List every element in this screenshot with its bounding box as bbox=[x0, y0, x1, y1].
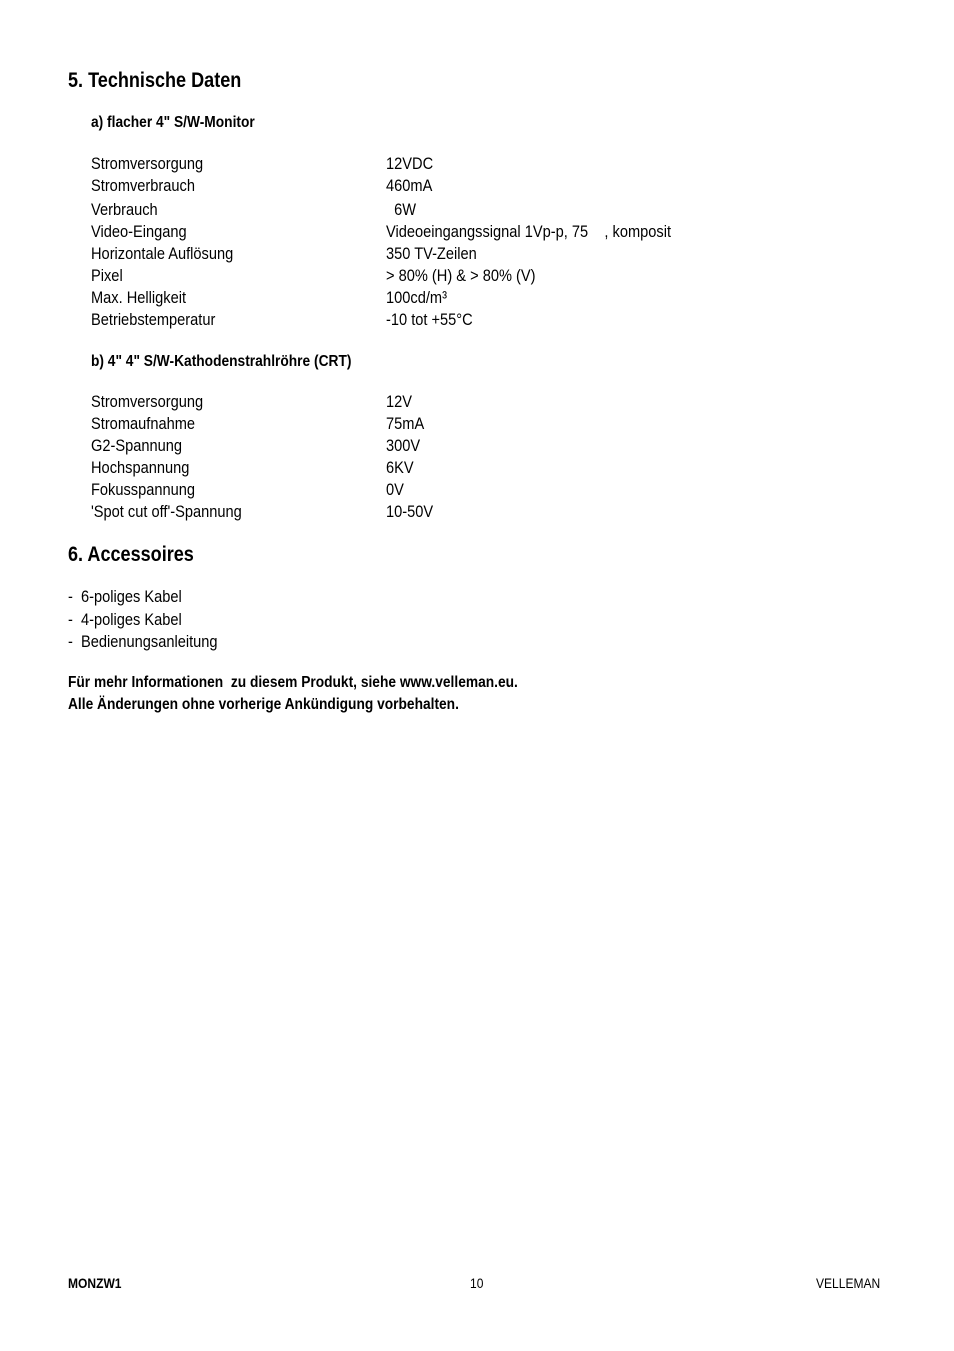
spec-value: 100cd/m³ bbox=[386, 288, 447, 307]
spec-label: Verbrauch bbox=[91, 200, 158, 219]
spec-label: Fokusspannung bbox=[91, 480, 196, 499]
list-item: - 4-poliges Kabel bbox=[68, 609, 182, 629]
spec-value: 0V bbox=[386, 480, 404, 499]
section-5-heading: 5. Technische Daten bbox=[68, 69, 242, 92]
spec-label: Stromversorgung bbox=[91, 154, 204, 173]
spec-value: 75mA bbox=[386, 414, 425, 433]
spec-label: Stromversorgung bbox=[91, 392, 204, 411]
subsection-a-heading: a) flacher 4" S/W-Monitor bbox=[91, 114, 255, 131]
spec-label: Stromverbrauch bbox=[91, 176, 196, 195]
footer-brand: VELLEMAN bbox=[816, 1275, 881, 1291]
spec-value: 300V bbox=[386, 436, 421, 455]
accessories-list bbox=[68, 586, 242, 654]
spec-label: Max. Helligkeit bbox=[91, 288, 187, 307]
spec-value: 6KV bbox=[386, 458, 414, 477]
spec-value: 350 TV-Zeilen bbox=[386, 244, 477, 263]
section-6-heading: 6. Accessoires bbox=[68, 543, 194, 566]
spec-label: Betriebstemperatur bbox=[91, 310, 216, 329]
list-item: - 6-poliges Kabel bbox=[68, 587, 182, 606]
footer-page-number: 10 bbox=[470, 1275, 484, 1291]
spec-label: Stromaufnahme bbox=[91, 414, 196, 433]
spec-value: 12V bbox=[386, 392, 413, 411]
spec-value: 10-50V bbox=[386, 502, 434, 521]
spec-label: Pixel bbox=[91, 266, 123, 285]
spec-label: G2-Spannung bbox=[91, 436, 183, 455]
spec-value: > 80% (H) & > 80% (V) bbox=[386, 266, 536, 285]
info-note-line: Alle Änderungen ohne vorherige Ankündigung vorbehalten. bbox=[68, 696, 459, 713]
spec-value: -10 tot +55°C bbox=[386, 310, 473, 329]
footer-model: MONZW1 bbox=[68, 1275, 122, 1291]
spec-value: Videoeingangssignal 1Vp-p, 75 , komposit bbox=[386, 222, 672, 241]
spec-label: Video-Eingang bbox=[91, 222, 187, 241]
subsection-b-heading: b) 4" 4" S/W-Kathodenstrahlröhre (CRT) bbox=[91, 353, 352, 370]
spec-label: 'Spot cut off'-Spannung bbox=[91, 502, 242, 521]
info-note-line: Für mehr Informationen zu diesem Produkt, siehe www.velleman.eu. bbox=[68, 674, 518, 691]
spec-label: Horizontale Auflösung bbox=[91, 244, 234, 263]
spec-value: 6W bbox=[386, 200, 417, 219]
spec-value: 460mA bbox=[386, 176, 433, 195]
spec-value: 12VDC bbox=[386, 154, 434, 173]
list-item: - Bedienungsanleitung bbox=[68, 632, 218, 651]
spec-label: Hochspannung bbox=[91, 458, 190, 477]
info-note bbox=[68, 672, 591, 716]
